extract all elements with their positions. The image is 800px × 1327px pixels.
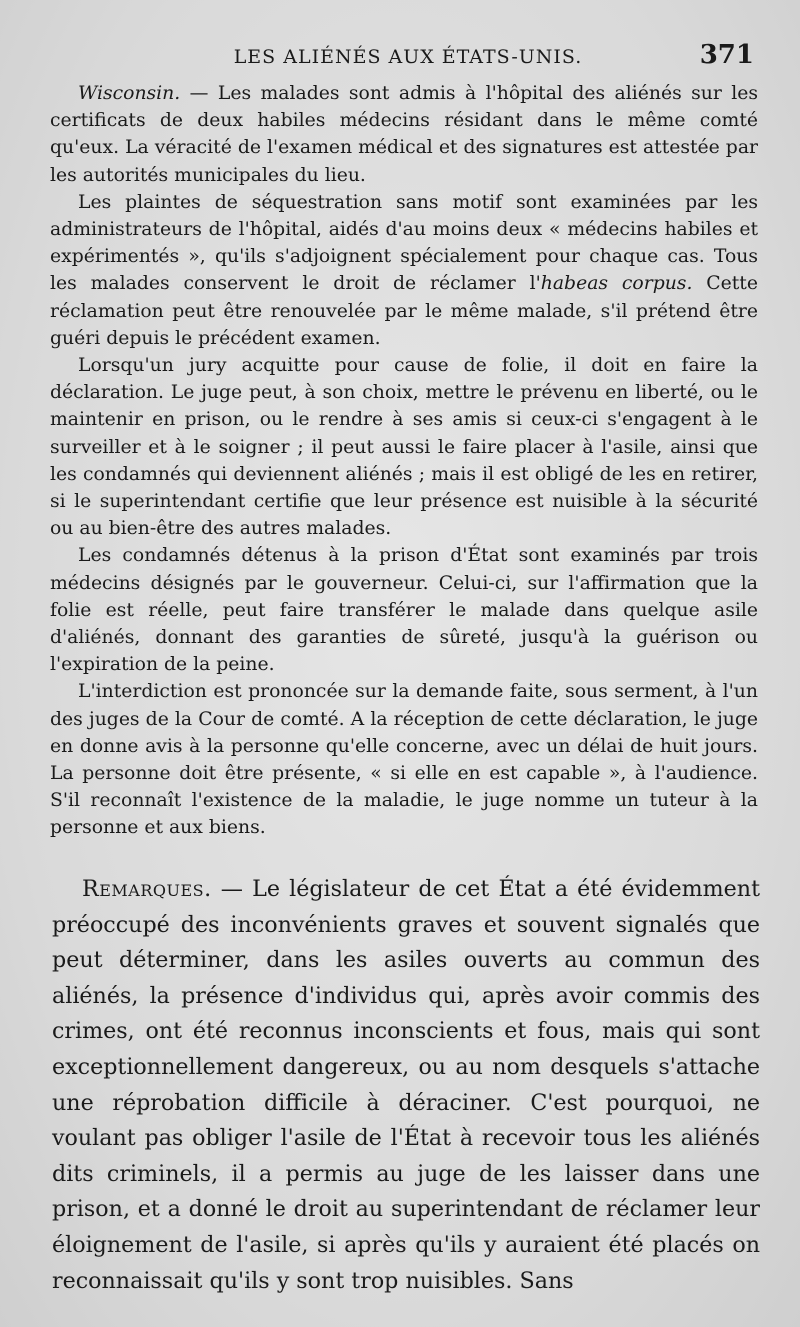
remarks-section bbox=[52, 872, 760, 1299]
paragraph-jury-acquittal: Lorsqu'un jury acquitte pour cause de folie, il doit en faire la déclaration. Le juge peut, à son choix, mettre le prévenu en liberté, ou le maintenir en prison, ou le rendre à ses amis si ceux-ci s'engagent à le surveiller et à le soigner ; il peut aussi le faire placer à l'asile, ainsi que les condamnés qui deviennent aliénés ; mais il est obligé de les en retirer, si le superintendant certifie que leur présence est nuisible à la sécurité ou au bien-être des autres malades. bbox=[50, 355, 758, 540]
remarks-label: Remarques. bbox=[82, 876, 212, 902]
paragraph-wisconsin-admission bbox=[50, 80, 758, 189]
paragraph-complaints bbox=[50, 189, 758, 352]
wisconsin-section bbox=[50, 80, 758, 842]
habeas-corpus-term: habeas corpus. bbox=[540, 273, 693, 295]
paragraph-text: — Les malades sont admis à l'hôpital des aliénés sur les certificats de deux habiles médecins résidant dans le même comté qu'eux. La véracité de l'examen médical et des signatures est attestée par les autorités municipales du lieu. bbox=[50, 83, 758, 186]
page-header bbox=[52, 38, 764, 78]
paragraph-remarks bbox=[52, 872, 760, 1299]
paragraph-text: Cette réclamation peut être renouvelée par le même malade, s'il prétend être guéri depuis le précédent examen. bbox=[50, 273, 758, 349]
state-name-wisconsin: Wisconsin. bbox=[78, 83, 181, 104]
running-title: LES ALIÉNÉS AUX ÉTATS-UNIS. bbox=[233, 46, 583, 68]
paragraph-text: — Le législateur de cet État a été évidemment préoccupé des inconvénients graves et souvent signalés que peut déterminer, dans les asiles ouverts au commun des aliénés, la présence d'individus qui, après avoir commis des crimes, ont été reconnus inconscients et fous, mais qui sont exceptionnellement dangereux, ou au nom desquels s'attache une réprobation difficile à déraciner. C'est pourquoi, ne voulant pas obliger l'asile de l'État à recevoir tous les aliénés dits criminels, il a permis au juge de les laisser dans une prison, et a donné le droit au superintendant de réclamer leur éloignement de l'asile, si après qu'ils y auraient été placés on reconnaissait qu'ils y sont trop nuisibles. Sans bbox=[52, 876, 760, 1294]
paragraph-state-prison: Les condamnés détenus à la prison d'État sont examinés par trois médecins désignés par le gouverneur. Celui-ci, sur l'affirmation que la folie est réelle, peut faire transférer le malade dans quelque asile d'aliénés, donnant des garanties de sûreté, jusqu'à la guérison ou l'expiration de la peine. bbox=[50, 545, 758, 676]
paragraph-interdiction: L'interdiction est prononcée sur la demande faite, sous serment, à l'un des juges de la Cour de comté. A la réception de cette déclaration, le juge en donne avis à la personne qu'elle concerne, avec un délai de huit jours. La personne doit être présente, « si elle en est capable », à l'audience. S'il reconnaît l'existence de la maladie, le juge nomme un tuteur à la personne et aux biens. bbox=[50, 681, 758, 839]
paragraph-text: Les plaintes de séquestration sans motif sont examinées par les administrateurs de l'hôpital, aidés d'au moins deux « médecins habiles et expérimentés », qu'ils s'adjoignent spécialement pour chaque cas. Tous les malades conservent le droit de réclamer l' bbox=[50, 191, 758, 295]
page-number: 371 bbox=[699, 40, 754, 70]
